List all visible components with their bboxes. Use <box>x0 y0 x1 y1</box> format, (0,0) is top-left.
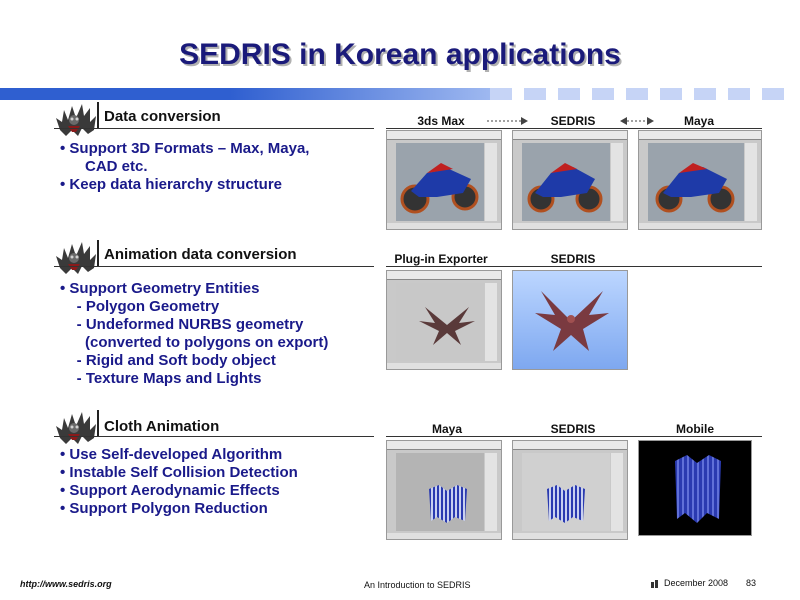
dragon-image <box>386 270 502 370</box>
section-divider <box>97 410 99 436</box>
image-label: Maya <box>683 114 715 128</box>
image-label: Plug-in Exporter <box>394 252 488 266</box>
section-rule <box>386 128 762 129</box>
gargoyle-logo-icon <box>54 238 100 278</box>
motorcycle-image <box>512 130 628 230</box>
motorcycle-image <box>386 130 502 230</box>
footer-date: December 2008 <box>664 578 729 588</box>
gargoyle-logo-icon <box>54 408 100 448</box>
bullet-item: (converted to polygons on export) <box>60 334 329 351</box>
dragon-image <box>512 270 628 370</box>
page-number: 83 <box>746 578 757 588</box>
section-rule <box>54 128 374 129</box>
cloth-image <box>638 440 752 536</box>
cloth-image <box>386 440 502 540</box>
image-label: SEDRIS <box>550 252 596 266</box>
bullet-item: • Support Geometry Entities <box>60 280 260 297</box>
bullet-item: - Undeformed NURBS geometry <box>60 316 304 333</box>
bullet-item: • Use Self-developed Algorithm <box>60 446 283 463</box>
footer-title: An Introduction to SEDRIS <box>364 580 471 590</box>
title-stripe <box>0 88 800 100</box>
bullet-item: - Rigid and Soft body object <box>60 352 276 369</box>
section-rule <box>386 266 762 267</box>
bullet-item: - Texture Maps and Lights <box>60 370 262 387</box>
gargoyle-logo-icon <box>54 100 100 140</box>
footer-logo-icon <box>651 580 659 588</box>
section-rule <box>54 436 374 437</box>
motorcycle-image <box>638 130 762 230</box>
slide-title: SEDRIS in Korean applications <box>179 38 621 71</box>
bullet-item: • Support Polygon Reduction <box>60 500 268 517</box>
section-divider <box>97 102 99 128</box>
image-label: SEDRIS <box>550 114 596 128</box>
right-arrow-icon <box>487 116 529 126</box>
section-divider <box>97 240 99 266</box>
bullet-list <box>60 280 328 388</box>
section-rule <box>386 436 762 437</box>
cloth-image <box>512 440 628 540</box>
bullet-list <box>60 446 298 518</box>
bullet-item: CAD etc. <box>60 158 148 175</box>
bullet-item: - Polygon Geometry <box>60 298 220 315</box>
bullet-item: • Support 3D Formats – Max, Maya, <box>60 140 310 157</box>
image-label: 3ds Max <box>417 114 465 128</box>
section-title: Data conversion <box>104 108 221 125</box>
image-label: SEDRIS <box>550 422 596 436</box>
section-title: Cloth Animation <box>104 418 220 435</box>
bullet-item: • Keep data hierarchy structure <box>60 176 282 193</box>
section-rule <box>54 266 374 267</box>
section-title: Animation data conversion <box>104 246 297 263</box>
image-label: Maya <box>431 422 463 436</box>
bullet-item: • Instable Self Collision Detection <box>60 464 298 481</box>
double-arrow-icon <box>620 116 654 126</box>
bullet-list <box>60 140 309 194</box>
footer-url: http://www.sedris.org <box>20 579 112 589</box>
image-label: Mobile <box>676 422 714 436</box>
bullet-item: • Support Aerodynamic Effects <box>60 482 280 499</box>
